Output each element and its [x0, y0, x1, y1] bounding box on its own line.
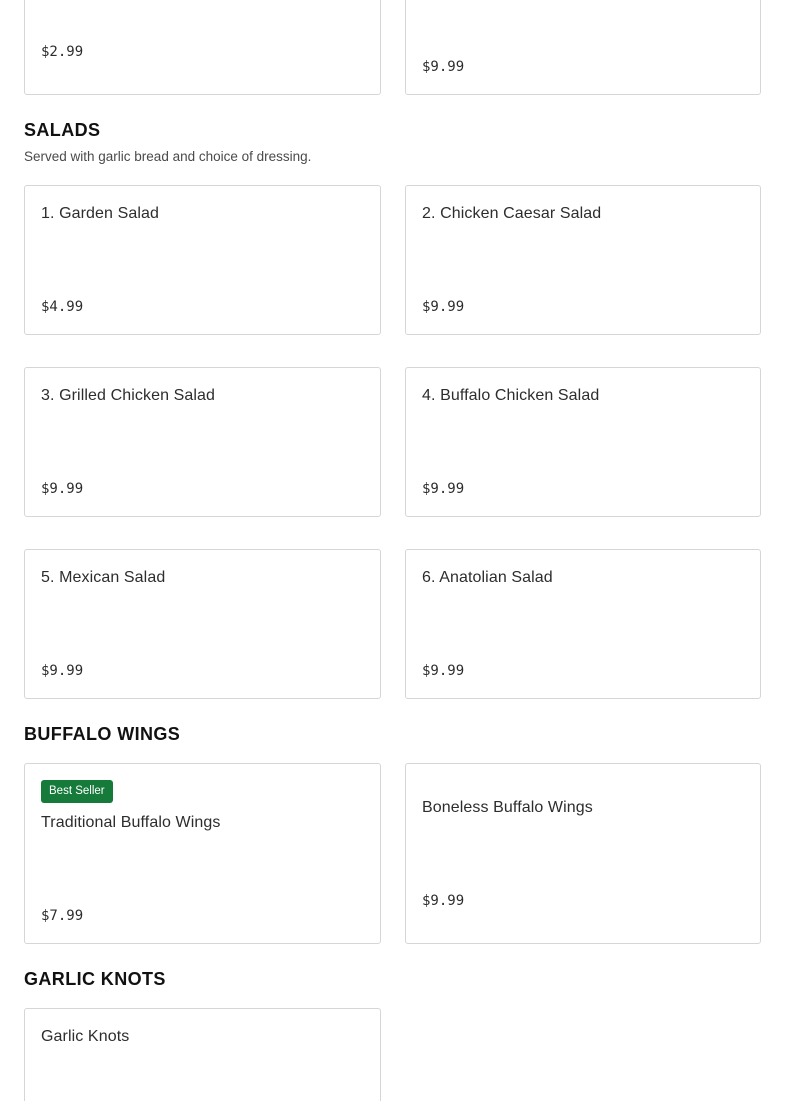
- menu-item-card[interactable]: [405, 0, 761, 95]
- item-price: $9.99: [41, 663, 84, 679]
- best-seller-badge: Best Seller: [41, 780, 113, 803]
- item-name: 5. Mexican Salad: [41, 569, 166, 586]
- item-price: $9.99: [422, 481, 465, 497]
- item-name: 4. Buffalo Chicken Salad: [422, 387, 600, 404]
- section-title-garlic-knots: GARLIC KNOTS: [24, 969, 166, 989]
- item-name: 1. Garden Salad: [41, 205, 160, 222]
- item-name: Garlic Knots: [41, 1028, 130, 1045]
- item-name: 2. Chicken Caesar Salad: [422, 205, 602, 222]
- item-price: $9.99: [422, 893, 465, 909]
- item-name: 3. Grilled Chicken Salad: [41, 387, 216, 404]
- menu-item-card[interactable]: [24, 185, 381, 335]
- menu-item-card[interactable]: [24, 0, 381, 95]
- section-description-salads: Served with garlic bread and choice of dressing.: [24, 149, 312, 164]
- item-name: Boneless Buffalo Wings: [422, 799, 593, 816]
- item-name: Traditional Buffalo Wings: [41, 814, 221, 831]
- menu-item-card[interactable]: [405, 185, 761, 335]
- item-price: $2.99: [41, 44, 84, 60]
- item-price: $4.99: [41, 299, 84, 315]
- menu-item-card[interactable]: [24, 549, 381, 699]
- item-price: $9.99: [41, 481, 84, 497]
- menu-item-card[interactable]: [405, 549, 761, 699]
- menu-item-card[interactable]: [24, 367, 381, 517]
- section-title-salads: SALADS: [24, 120, 101, 140]
- menu-item-card[interactable]: [405, 763, 761, 944]
- menu-item-card[interactable]: [405, 367, 761, 517]
- item-price: $9.99: [422, 299, 465, 315]
- item-name: 6. Anatolian Salad: [422, 569, 553, 586]
- section-title-buffalo-wings: BUFFALO WINGS: [24, 724, 181, 744]
- item-price: $7.99: [41, 908, 84, 924]
- menu-item-card[interactable]: [24, 763, 381, 944]
- item-price: $9.99: [422, 59, 465, 75]
- menu-item-card[interactable]: [24, 1008, 381, 1101]
- item-price: $9.99: [422, 663, 465, 679]
